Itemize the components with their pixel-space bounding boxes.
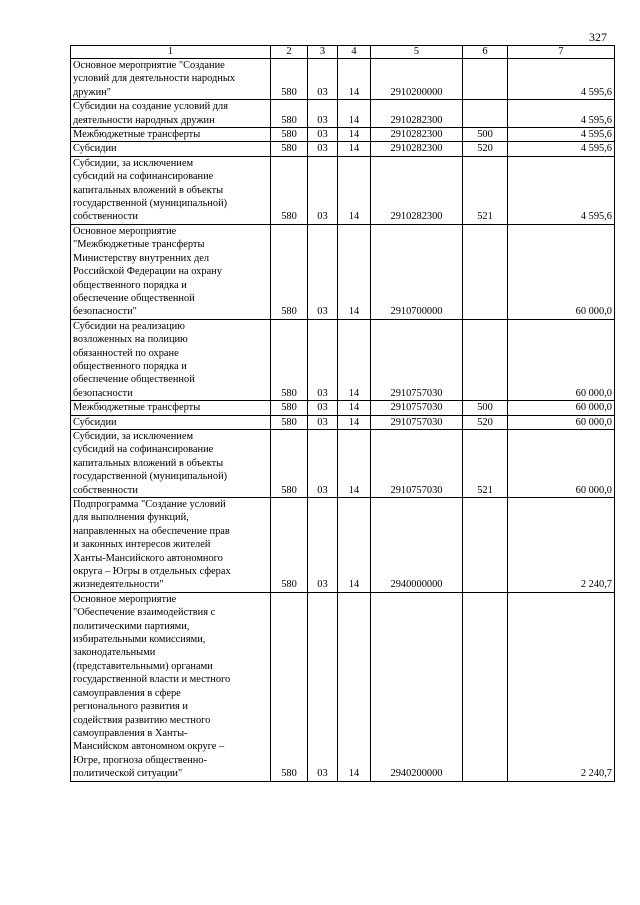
row-section: 03	[308, 128, 338, 142]
row-subsection: 14	[338, 142, 371, 156]
row-ministry-code: 580	[271, 156, 308, 224]
row-subsection: 14	[338, 498, 371, 593]
row-ministry-code: 580	[271, 319, 308, 400]
row-expense-type	[463, 592, 508, 781]
row-ministry-code: 580	[271, 59, 308, 100]
header-col-1: 1	[71, 46, 271, 59]
table-row	[71, 142, 615, 156]
row-subsection: 14	[338, 592, 371, 781]
row-expense-type: 521	[463, 156, 508, 224]
row-name: Субсидии	[71, 142, 271, 156]
row-expense-type: 520	[463, 142, 508, 156]
row-subsection: 14	[338, 156, 371, 224]
row-target-item: 2910700000	[371, 224, 463, 319]
row-subsection: 14	[338, 401, 371, 415]
table-row	[71, 128, 615, 142]
row-ministry-code: 580	[271, 415, 308, 429]
row-ministry-code: 580	[271, 224, 308, 319]
row-ministry-code: 580	[271, 429, 308, 497]
table-row	[71, 319, 615, 400]
header-col-7: 7	[508, 46, 615, 59]
table-row	[71, 156, 615, 224]
row-ministry-code: 580	[271, 401, 308, 415]
row-section: 03	[308, 224, 338, 319]
row-amount: 2 240,7	[508, 592, 615, 781]
row-section: 03	[308, 142, 338, 156]
row-amount: 4 595,6	[508, 156, 615, 224]
header-row	[71, 46, 615, 59]
row-expense-type	[463, 498, 508, 593]
row-target-item: 2910282300	[371, 142, 463, 156]
row-subsection: 14	[338, 128, 371, 142]
row-amount: 2 240,7	[508, 498, 615, 593]
row-expense-type	[463, 100, 508, 128]
row-amount: 60 000,0	[508, 224, 615, 319]
row-name: Подпрограмма "Создание условий для выполнения функций, направленных на обеспечение прав и законных интересов жителей Ханты-Мансийского автономного округа – Югры в отдельных сферах жизнедеятельности"	[71, 498, 271, 593]
row-name: Основное мероприятие "Межбюджетные трансферты Министерству внутренних дел Российской Федерации на охрану общественного порядка и обеспечение общественной безопасности"	[71, 224, 271, 319]
table-row	[71, 498, 615, 593]
row-section: 03	[308, 156, 338, 224]
row-name: Субсидии, за исключением субсидий на софинансирование капитальных вложений в объекты государственной (муниципальной) собственности	[71, 429, 271, 497]
row-section: 03	[308, 401, 338, 415]
table-row	[71, 429, 615, 497]
page-number: 327	[589, 30, 607, 44]
row-section: 03	[308, 415, 338, 429]
header-col-6: 6	[463, 46, 508, 59]
row-target-item: 2910282300	[371, 156, 463, 224]
budget-table	[70, 45, 615, 782]
row-section: 03	[308, 59, 338, 100]
row-subsection: 14	[338, 59, 371, 100]
row-name: Основное мероприятие "Создание условий для деятельности народных дружин"	[71, 59, 271, 100]
row-expense-type	[463, 59, 508, 100]
row-ministry-code: 580	[271, 498, 308, 593]
row-amount: 60 000,0	[508, 401, 615, 415]
row-section: 03	[308, 592, 338, 781]
row-target-item: 2910282300	[371, 100, 463, 128]
table-row	[71, 401, 615, 415]
header-col-4: 4	[338, 46, 371, 59]
row-section: 03	[308, 498, 338, 593]
header-col-2: 2	[271, 46, 308, 59]
table-row	[71, 415, 615, 429]
row-amount: 4 595,6	[508, 100, 615, 128]
row-expense-type	[463, 319, 508, 400]
row-expense-type	[463, 224, 508, 319]
row-section: 03	[308, 100, 338, 128]
row-ministry-code: 580	[271, 128, 308, 142]
row-subsection: 14	[338, 100, 371, 128]
row-amount: 60 000,0	[508, 429, 615, 497]
row-name: Субсидии на реализацию возложенных на полицию обязанностей по охране общественного порядка и обеспечение общественной безопасности	[71, 319, 271, 400]
row-name: Субсидии	[71, 415, 271, 429]
row-subsection: 14	[338, 415, 371, 429]
table-row	[71, 100, 615, 128]
row-name: Межбюджетные трансферты	[71, 401, 271, 415]
row-name: Межбюджетные трансферты	[71, 128, 271, 142]
row-amount: 4 595,6	[508, 142, 615, 156]
row-expense-type: 500	[463, 401, 508, 415]
table-row	[71, 592, 615, 781]
header-col-3: 3	[308, 46, 338, 59]
row-expense-type: 521	[463, 429, 508, 497]
row-subsection: 14	[338, 319, 371, 400]
row-amount: 4 595,6	[508, 128, 615, 142]
table-row	[71, 224, 615, 319]
row-target-item: 2910757030	[371, 319, 463, 400]
row-amount: 4 595,6	[508, 59, 615, 100]
row-subsection: 14	[338, 429, 371, 497]
row-target-item: 2940200000	[371, 592, 463, 781]
row-target-item: 2940000000	[371, 498, 463, 593]
row-expense-type: 500	[463, 128, 508, 142]
row-name: Основное мероприятие "Обеспечение взаимодействия с политическими партиями, избирательными комиссиями, законодательными (представительными) органами государственной власти и местного самоуправления в сфере регионального развития и содействия развитию местного самоуправления в Ханты- Мансийском автономном округе – Югре, прогноза общественно- политической ситуации"	[71, 592, 271, 781]
row-ministry-code: 580	[271, 100, 308, 128]
row-subsection: 14	[338, 224, 371, 319]
row-amount: 60 000,0	[508, 415, 615, 429]
row-section: 03	[308, 319, 338, 400]
header-col-5: 5	[371, 46, 463, 59]
table-row	[71, 59, 615, 100]
row-section: 03	[308, 429, 338, 497]
row-ministry-code: 580	[271, 592, 308, 781]
row-target-item: 2910757030	[371, 401, 463, 415]
row-amount: 60 000,0	[508, 319, 615, 400]
row-ministry-code: 580	[271, 142, 308, 156]
row-expense-type: 520	[463, 415, 508, 429]
row-target-item: 2910282300	[371, 128, 463, 142]
row-target-item: 2910757030	[371, 415, 463, 429]
row-target-item: 2910200000	[371, 59, 463, 100]
row-name: Субсидии, за исключением субсидий на софинансирование капитальных вложений в объекты государственной (муниципальной) собственности	[71, 156, 271, 224]
row-name: Субсидии на создание условий для деятельности народных дружин	[71, 100, 271, 128]
row-target-item: 2910757030	[371, 429, 463, 497]
